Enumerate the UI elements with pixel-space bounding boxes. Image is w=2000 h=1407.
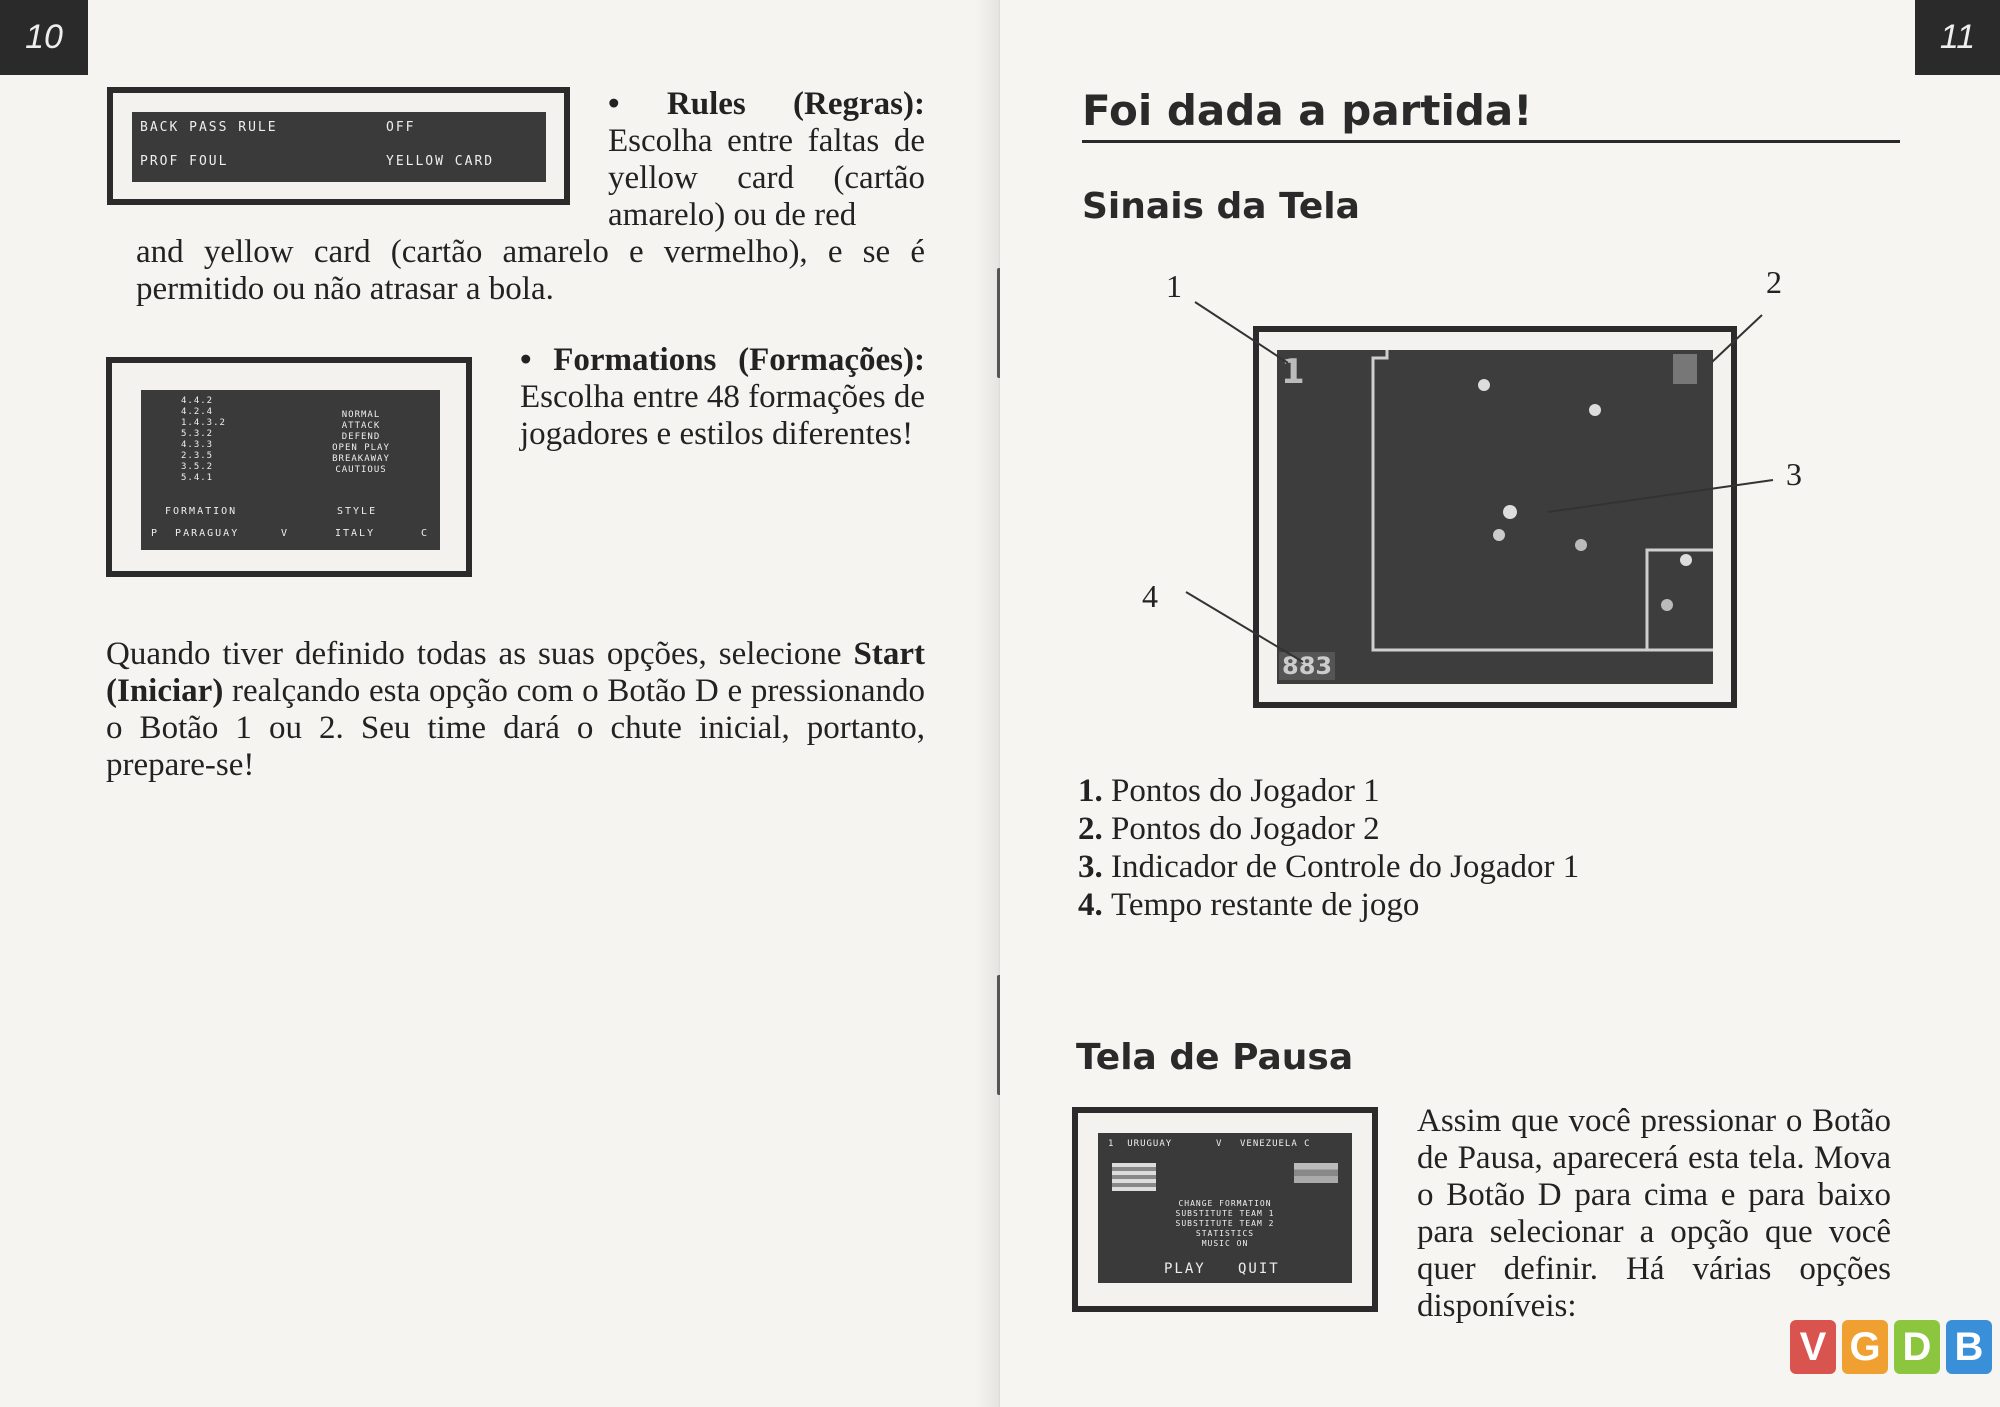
formation-option[interactable]: 5.4.1 bbox=[181, 473, 214, 483]
formation-option[interactable]: 3.5.2 bbox=[181, 462, 214, 472]
legend-number: 3. bbox=[1078, 849, 1111, 885]
legend-item bbox=[1078, 848, 1579, 886]
legend-text: Pontos do Jogador 2 bbox=[1111, 811, 1380, 847]
section-heading-signals: Sinais da Tela bbox=[1082, 186, 1360, 227]
pause-menu-option[interactable]: SUBSTITUTE TEAM 1 bbox=[1175, 1209, 1275, 1218]
formation-option[interactable]: 4.4.2 bbox=[181, 396, 214, 406]
pause-team1: 1 URUGUAY bbox=[1108, 1139, 1173, 1149]
pause-screen bbox=[1098, 1133, 1352, 1283]
rules-screenshot bbox=[107, 87, 570, 205]
legend-text: Indicador de Controle do Jogador 1 bbox=[1111, 849, 1580, 885]
formation-option[interactable]: 1.4.3.2 bbox=[181, 418, 226, 428]
play-option[interactable]: PLAY bbox=[1164, 1261, 1206, 1277]
rules-title: Rules (Regras): bbox=[666, 86, 925, 122]
formation-screen bbox=[141, 390, 440, 550]
rules-paragraph: • Rules (Regras): Escolha entre faltas de yellow card (cartão amarelo) ou de red bbox=[608, 86, 925, 233]
page-number-left: 10 bbox=[0, 0, 88, 75]
callout-1: 1 bbox=[1166, 268, 1182, 304]
formations-paragraph: • Formations (Formações): Escolha entre 48 formações de jogadores e estilos diferentes! bbox=[520, 342, 925, 452]
pause-options bbox=[1098, 1199, 1352, 1249]
legend-item bbox=[1078, 772, 1579, 810]
formation-option[interactable]: 4.2.4 bbox=[181, 407, 214, 417]
logo-letter: V bbox=[1790, 1320, 1836, 1374]
vgdb-logo bbox=[1790, 1320, 1992, 1374]
formation-list bbox=[181, 396, 226, 484]
pause-team2: VENEZUELA C bbox=[1240, 1139, 1311, 1149]
player1-score: 1 bbox=[1281, 352, 1305, 392]
start-text-1: Quando tiver definido todas as suas opções, selecione bbox=[106, 636, 854, 672]
formations-title: Formations (Formações): bbox=[553, 342, 925, 378]
uruguay-flag-icon bbox=[1112, 1163, 1156, 1191]
style-option[interactable]: DEFEND bbox=[341, 432, 381, 442]
start-paragraph bbox=[106, 636, 925, 784]
legend-list bbox=[1078, 772, 1579, 924]
main-heading: Foi dada a partida! bbox=[1082, 86, 1533, 135]
formation-option[interactable]: 5.3.2 bbox=[181, 429, 214, 439]
rules-screen bbox=[132, 112, 546, 182]
legend-item bbox=[1078, 886, 1579, 924]
logo-letter: G bbox=[1842, 1320, 1888, 1374]
pause-menu-option[interactable]: SUBSTITUTE TEAM 2 bbox=[1175, 1219, 1275, 1228]
team2-code: C bbox=[421, 528, 430, 539]
logo-letter: B bbox=[1946, 1320, 1992, 1374]
callout-3: 3 bbox=[1786, 456, 1802, 492]
logo-letter: D bbox=[1894, 1320, 1940, 1374]
legend-text: Tempo restante de jogo bbox=[1111, 887, 1420, 923]
style-option[interactable]: NORMAL bbox=[341, 410, 381, 420]
pause-screenshot bbox=[1072, 1107, 1378, 1312]
rules-text-first: Escolha entre faltas de yellow card (cartão amarelo) ou de red bbox=[608, 123, 925, 233]
venezuela-flag-icon bbox=[1294, 1163, 1338, 1183]
legend-item bbox=[1078, 810, 1579, 848]
page-number-right: 11 bbox=[1915, 0, 2000, 75]
formation-option[interactable]: 4.3.3 bbox=[181, 440, 214, 450]
team1-name: P PARAGUAY bbox=[151, 528, 240, 539]
callout-4: 4 bbox=[1142, 578, 1158, 614]
start-text-2: realçando esta opção com o Botão D e pressionando o Botão 1 ou 2. Seu time dará o chute inicial, portanto, prepare-se! bbox=[106, 673, 925, 783]
legend-number: 1. bbox=[1078, 773, 1111, 809]
rules-row2-value: YELLOW CARD bbox=[386, 154, 495, 169]
formations-text: Escolha entre 48 formações de jogadores e estilos diferentes! bbox=[520, 379, 925, 452]
right-page bbox=[1000, 0, 2000, 1407]
rules-row1-label: BACK PASS RULE bbox=[140, 120, 278, 135]
legend-text: Pontos do Jogador 1 bbox=[1111, 773, 1380, 809]
start-option-name: Start (Iniciar) bbox=[106, 636, 925, 709]
vs-label: V bbox=[281, 528, 290, 539]
style-option[interactable]: OPEN PLAY bbox=[332, 443, 390, 453]
style-label: STYLE bbox=[337, 506, 378, 517]
style-option[interactable]: ATTACK bbox=[341, 421, 381, 431]
legend-number: 2. bbox=[1078, 811, 1111, 847]
formation-option[interactable]: 2.3.5 bbox=[181, 451, 214, 461]
style-option[interactable]: CAUTIOUS bbox=[335, 465, 387, 475]
formation-label: FORMATION bbox=[165, 506, 238, 517]
pause-menu-option[interactable]: STATISTICS bbox=[1195, 1229, 1255, 1238]
rules-row2-label: PROF FOUL bbox=[140, 154, 229, 169]
pause-menu-option[interactable]: MUSIC ON bbox=[1201, 1239, 1249, 1248]
style-list bbox=[306, 410, 416, 476]
callout-2: 2 bbox=[1766, 264, 1782, 300]
quit-option[interactable]: QUIT bbox=[1238, 1261, 1280, 1277]
formation-screenshot bbox=[106, 357, 472, 577]
pause-menu-option[interactable]: CHANGE FORMATION bbox=[1178, 1199, 1272, 1208]
team2-name: ITALY bbox=[335, 528, 376, 539]
style-option[interactable]: BREAKAWAY bbox=[332, 454, 390, 464]
pause-vs: V bbox=[1216, 1139, 1224, 1149]
game-timer: 883 bbox=[1279, 652, 1335, 680]
rules-row1-value: OFF bbox=[386, 120, 416, 135]
section-heading-pause: Tela de Pausa bbox=[1076, 1037, 1354, 1078]
rules-paragraph-rest: and yellow card (cartão amarelo e vermelho), e se é permitido ou não atrasar a bola. bbox=[136, 234, 925, 307]
legend-number: 4. bbox=[1078, 887, 1111, 923]
pause-paragraph: Assim que você pressionar o Botão de Pausa, aparecerá esta tela. Mova o Botão D para cima e para baixo para selecionar a opção que você quer definir. Há várias opções disponíveis: bbox=[1417, 1103, 1891, 1324]
